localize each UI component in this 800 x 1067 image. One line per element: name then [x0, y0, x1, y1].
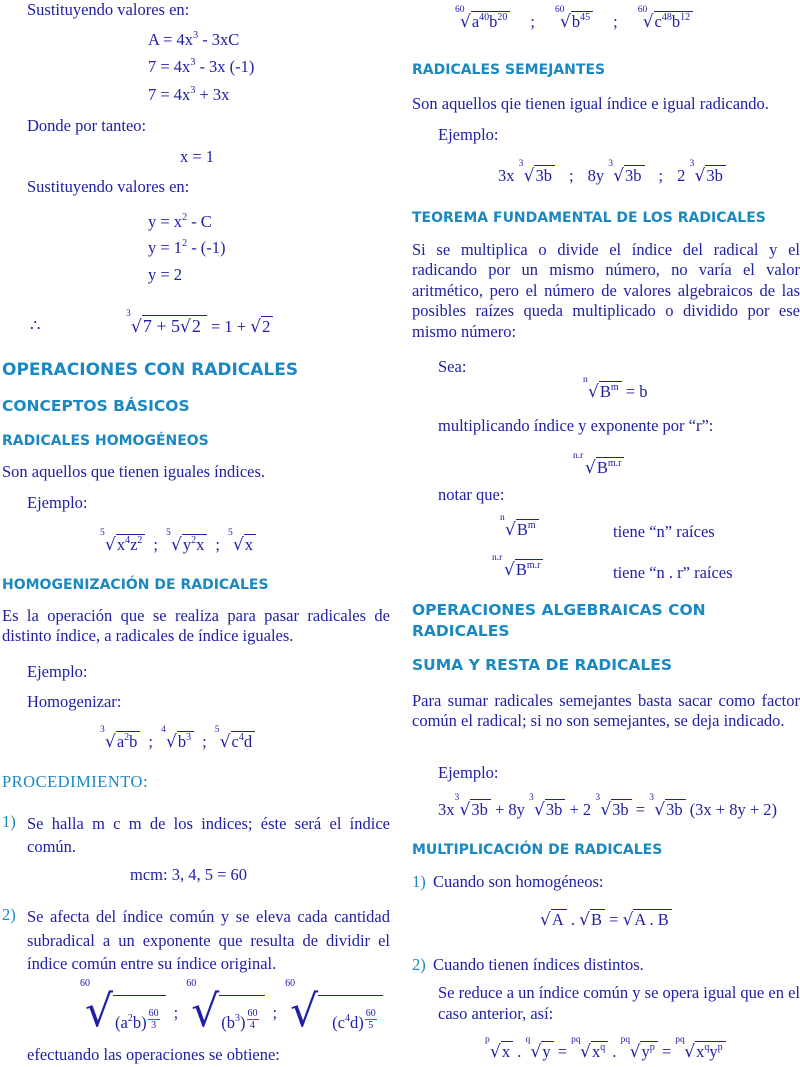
math-fragment: $B^{m.r}$: [596, 457, 625, 477]
math-fragment: [689, 159, 726, 186]
radical-icon: √: [191, 986, 220, 1037]
math-fragment: 60: [365, 1008, 376, 1019]
radical-icon: √: [684, 1042, 696, 1062]
radical-icon: √: [654, 800, 666, 820]
radical-index: 4: [161, 725, 166, 735]
text-donde: Donde por tanteo:: [27, 116, 147, 135]
radical-icon: √: [505, 520, 516, 540]
math-fragment: $x^qy^p$: [695, 1041, 726, 1061]
math-fragment: 60: [247, 1008, 258, 1019]
radical-icon: √: [613, 166, 625, 186]
equation: $y = 1^2 - (-1)$: [148, 238, 226, 257]
step-number: 1): [412, 872, 426, 891]
math-fragment: 3x: [438, 800, 455, 819]
math-fragment: [455, 5, 510, 32]
radical-index: 60: [555, 5, 565, 15]
math-fragment: [649, 793, 685, 820]
math-fragment: ;: [215, 535, 220, 554]
math-fragment: 4: [125, 535, 131, 546]
radical-index: pq: [571, 1035, 581, 1045]
math-fragment: [113, 995, 166, 1033]
math-fragment: q: [600, 1042, 606, 1053]
radical-index: n: [583, 375, 588, 385]
radical-index: 3: [649, 793, 654, 803]
math-fragment: .: [570, 910, 576, 929]
equation: $A = 4x^3 - 3xC$: [148, 30, 240, 49]
radical-index: 60: [80, 978, 90, 989]
math-fragment: 3: [190, 85, 196, 96]
equation: $7 = 4x^3 - 3x$ (-1): [148, 57, 255, 76]
math-fragment: =: [557, 1042, 567, 1061]
paragraph: Es la operación que se realiza para pasar radicales de distinto índice, a radicales de índice iguales.: [2, 606, 390, 646]
math-fragment: [247, 1008, 259, 1031]
math-fragment: ;: [613, 12, 618, 31]
math-fragment: 3b: [624, 165, 645, 185]
paragraph: Son aquellos qie tienen igual índice e igual radicando.: [412, 94, 769, 113]
equation: $y = x^2 - C$: [148, 212, 212, 231]
radical-icon: √: [219, 732, 231, 752]
math-fragment: A . B: [633, 909, 671, 929]
heading-teorema: TEOREMA FUNDAMENTAL DE LOS RADICALES: [412, 210, 766, 226]
math-fragment: [637, 5, 693, 32]
math-fragment: 20: [497, 12, 508, 23]
math-fragment: [518, 159, 555, 186]
heading-procedimiento: PROCEDIMIENTO:: [2, 772, 149, 791]
math-fragment: m: [610, 382, 619, 393]
paragraph: Se reduce a un índice común y se opera igual que en el caso anterior, así:: [438, 983, 800, 1023]
radical-index: 60: [637, 5, 648, 15]
radicals-example: [100, 528, 256, 555]
text-ejemplo: Ejemplo:: [27, 493, 88, 512]
radical-index: p: [485, 1035, 490, 1045]
math-fragment: $b^3$: [177, 731, 194, 751]
radical-index: pq: [675, 1035, 685, 1045]
math-fragment: ;: [148, 732, 154, 751]
step-number: 1): [2, 812, 16, 831]
math-fragment: 40: [479, 12, 490, 23]
notar-radical: [500, 513, 539, 540]
text-efectuando: efectuando las operaciones se obtiene:: [27, 1045, 280, 1064]
radical-index: 60: [186, 978, 197, 989]
radical-icon: √: [530, 1042, 542, 1062]
math-fragment: = b: [625, 382, 648, 401]
paragraph: Son aquellos que tienen iguales índices.: [2, 462, 266, 481]
radical-icon: √: [232, 535, 244, 555]
radical-icon: √: [290, 986, 319, 1037]
math-fragment: 8y: [587, 166, 605, 185]
text-sea: Sea:: [438, 357, 467, 376]
math-fragment: 3b: [534, 165, 555, 185]
radicals-result: [455, 5, 693, 32]
radical-index: q: [525, 1035, 531, 1045]
radical-icon: √: [534, 800, 545, 820]
result-equation: [126, 309, 273, 337]
step-number: 2): [412, 955, 426, 974]
math-fragment: 45: [580, 12, 591, 23]
math-fragment: [100, 528, 145, 555]
math-fragment: =: [635, 800, 646, 819]
radical-icon: √: [166, 732, 177, 752]
math-fragment: [80, 978, 166, 1037]
radical-icon: √: [180, 317, 191, 337]
radical-icon: √: [131, 317, 142, 337]
math-fragment: (3x + 8y + 2): [689, 800, 778, 819]
heading-suma: SUMA Y RESTA DE RADICALES: [412, 656, 673, 674]
radical-index: 5: [214, 725, 220, 735]
math-fragment: =: [661, 1042, 672, 1061]
math-fragment: m.r: [526, 560, 541, 571]
math-fragment: 3b: [545, 799, 566, 819]
math-fragment: ;: [658, 166, 664, 185]
radical-icon: √: [588, 382, 599, 402]
math-fragment: B: [590, 909, 605, 929]
math-fragment: [148, 1008, 160, 1031]
radical-icon: √: [642, 12, 654, 32]
radical-icon: √: [600, 800, 612, 820]
math-fragment: p: [649, 1042, 655, 1053]
math-fragment: $a^2b$: [116, 731, 141, 751]
math-fragment: 3b: [611, 799, 632, 819]
math-fragment: [285, 978, 383, 1037]
paragraph: Se afecta del índice común y se eleva cada cantidad subradical a un exponente que resulta de dividir el índice común entre su índice original.: [27, 907, 390, 973]
math-fragment: $B^m$: [516, 519, 539, 539]
radical-icon: √: [579, 910, 590, 930]
math-fragment: m.r: [607, 458, 622, 469]
math-fragment: [525, 1035, 553, 1062]
math-fragment: 3b: [665, 799, 686, 819]
math-fragment: [365, 1008, 377, 1031]
notar-text: tiene “n” raíces: [613, 522, 715, 541]
radical-index: 3: [595, 793, 601, 803]
math-fragment: A: [551, 909, 567, 929]
math-fragment: 2: [127, 1013, 133, 1024]
math-fragment: 2: [191, 535, 197, 546]
radical-index: 3: [518, 159, 524, 169]
math-fragment: [214, 725, 255, 752]
paragraph: Se halla m c m de los indices; éste será el índice común.: [27, 814, 390, 856]
radical-index: 60: [455, 5, 465, 15]
text-sustituyendo: Sustituyendo valores en:: [27, 0, 190, 19]
math-fragment: [454, 793, 491, 820]
math-fragment: 4: [250, 1020, 256, 1031]
math-fragment: q: [704, 1042, 710, 1053]
mult-equation: [540, 910, 672, 930]
math-fragment: $c^4d$: [231, 731, 256, 751]
math-fragment: [126, 309, 207, 337]
heading-homogenizacion: HOMOGENIZACIÓN DE RADICALES: [2, 577, 269, 593]
math-fragment: [492, 553, 543, 580]
step-number: 2): [2, 905, 16, 924]
math-fragment: $a^{40}b^{20}$: [471, 11, 511, 31]
radical-icon: √: [85, 986, 114, 1037]
math-fragment: [219, 995, 264, 1033]
math-fragment: 2: [137, 535, 143, 546]
math-fragment: ;: [568, 166, 574, 185]
math-fragment: =: [609, 910, 619, 929]
paragraph: Si se multiplica o divide el índice del radical y el radicando por un mismo número, no varía el valor aritmético, pero el número de valores algebraicos de las posibles raízes queda multiplicado o dividido por ese mismo número:: [412, 240, 800, 341]
math-fragment: $b^{45}$: [571, 11, 593, 31]
math-fragment: 3: [235, 1013, 241, 1024]
text-ejemplo: Ejemplo:: [438, 125, 499, 144]
math-fragment: 60: [148, 1008, 159, 1019]
text-homogenizar: Homogenizar:: [27, 692, 122, 711]
big-radicals: [80, 978, 383, 1037]
paragraph: Para sumar radicales semejantes basta sacar como factor común el radical; si no son semejantes, se deja indicado.: [412, 691, 800, 731]
math-fragment: [186, 978, 264, 1037]
math-fragment: ;: [153, 535, 159, 554]
math-fragment: [608, 159, 644, 186]
radicals-example: [498, 159, 726, 186]
math-fragment: 3: [193, 30, 199, 41]
math-fragment: 3b: [470, 799, 491, 819]
math-fragment: ;: [173, 1003, 179, 1022]
radical-icon: √: [523, 166, 535, 186]
math-fragment: 7 + 5: [142, 316, 180, 336]
math-fragment: [529, 793, 565, 820]
radical-icon: √: [171, 535, 182, 555]
math-fragment: [227, 528, 256, 555]
equation: y = 2: [148, 265, 183, 284]
radicals-example: [100, 725, 255, 752]
heading-operaciones: OPERACIONES CON RADICALES: [2, 360, 299, 380]
equation: [573, 451, 624, 478]
math-fragment: ;: [272, 1003, 278, 1022]
heading-semejantes: RADICALES SEMEJANTES: [412, 62, 606, 78]
radical-icon: √: [580, 1042, 591, 1062]
text-sustituyendo: Sustituyendo valores en:: [27, 177, 190, 196]
radical-icon: √: [490, 1042, 501, 1062]
radical-icon: √: [540, 910, 551, 930]
radical-index: 3: [454, 793, 460, 803]
math-fragment: + 8y: [494, 800, 525, 819]
math-fragment: $y^2x$: [182, 534, 208, 554]
math-fragment: [142, 315, 207, 336]
suma-equation: [438, 793, 778, 820]
math-fragment: 2: [677, 166, 686, 185]
radical-icon: √: [105, 732, 116, 752]
math-fragment: .: [517, 1042, 522, 1061]
math-fragment: 48: [661, 12, 672, 23]
math-fragment: ;: [530, 12, 536, 31]
math-fragment: [161, 725, 194, 752]
math-fragment: 3x: [498, 166, 515, 185]
radical-icon: √: [250, 317, 262, 337]
radical-index: 60: [285, 978, 296, 989]
radical-icon: √: [585, 458, 596, 478]
radical-index: n.r: [573, 451, 584, 461]
math-fragment: [555, 5, 593, 32]
math-fragment: 3: [151, 1020, 157, 1031]
math-fragment: $c^{48}b^{12}$: [654, 11, 694, 31]
math-fragment: 3: [186, 732, 192, 743]
math-fragment: y: [541, 1041, 553, 1061]
math-fragment: [100, 725, 140, 752]
math-fragment: x: [244, 534, 256, 554]
math-fragment: $(b^3)$: [221, 1013, 246, 1032]
math-fragment: 2: [124, 732, 130, 743]
text-ejemplo: Ejemplo:: [438, 763, 499, 782]
radical-icon: √: [560, 12, 571, 32]
heading-conceptos: CONCEPTOS BÁSICOS: [2, 397, 190, 415]
radical-icon: √: [629, 1042, 641, 1062]
math-fragment: = 1 +: [210, 317, 247, 336]
math-fragment: .: [612, 1042, 617, 1061]
radical-index: 3: [126, 309, 131, 319]
radical-icon: √: [694, 166, 706, 186]
math-fragment: $(a^2b)$: [115, 1013, 147, 1032]
text-multiplicando: multiplicando índice y exponente por “r”:: [438, 416, 714, 435]
math-fragment: 3: [190, 57, 196, 68]
radical-index: 5: [227, 528, 233, 538]
math-fragment: 2: [182, 238, 188, 249]
radical-index: 5: [100, 528, 105, 538]
radical-index: 3: [689, 159, 695, 169]
mult-indices-equation: [485, 1035, 726, 1062]
math-fragment: 5: [368, 1020, 374, 1031]
math-fragment: [485, 1035, 513, 1062]
radical-index: n.r: [492, 553, 503, 563]
equation: [583, 375, 648, 402]
math-fragment: m: [527, 520, 536, 531]
equation-mcm: mcm: 3, 4, 5 = 60: [130, 865, 248, 884]
math-fragment: [318, 995, 383, 1033]
radical-index: n: [500, 513, 505, 523]
math-fragment: [583, 375, 622, 402]
heading-algebraicas: OPERACIONES ALGEBRAICAS CON RADICALES: [412, 601, 706, 640]
radical-icon: √: [105, 535, 116, 555]
math-fragment: $x^4z^2$: [116, 534, 146, 554]
notar-text: tiene “n . r” raíces: [613, 563, 733, 582]
math-fragment: [675, 1035, 725, 1062]
math-fragment: $B^m$: [599, 381, 622, 401]
math-fragment: 2: [182, 212, 188, 223]
math-fragment: + 2: [569, 800, 592, 819]
math-fragment: $(c^4d)$: [332, 1013, 364, 1032]
radical-index: 3: [608, 159, 613, 169]
math-fragment: [571, 1035, 608, 1062]
math-fragment: [595, 793, 631, 820]
math-fragment: 12: [680, 12, 691, 23]
radical-index: 3: [529, 793, 534, 803]
heading-multiplicacion: MULTIPLICACIÓN DE RADICALES: [412, 842, 663, 858]
radical-index: pq: [620, 1035, 631, 1045]
math-fragment: 2: [191, 315, 204, 336]
text-ejemplo: Ejemplo:: [27, 662, 88, 681]
text-notar: notar que:: [438, 485, 505, 504]
math-fragment: p: [717, 1042, 723, 1053]
text-distintos: Cuando tienen índices distintos.: [433, 955, 644, 974]
math-fragment: ;: [202, 732, 207, 751]
radical-icon: √: [460, 12, 471, 32]
math-fragment: [620, 1035, 658, 1062]
math-fragment: 4: [344, 1013, 350, 1024]
math-fragment: 4: [238, 732, 244, 743]
radical-icon: √: [504, 560, 515, 580]
radical-icon: √: [459, 800, 471, 820]
radical-icon: √: [622, 910, 634, 930]
math-fragment: 3b: [705, 165, 726, 185]
math-fragment: $B^{m.r}$: [515, 559, 544, 579]
radical-index: 3: [100, 725, 105, 735]
heading-homogeneos: RADICALES HOMOGÉNEOS: [2, 433, 209, 449]
math-fragment: [500, 513, 539, 540]
math-fragment: $y^p$: [640, 1041, 657, 1061]
math-fragment: 2: [261, 316, 273, 336]
math-fragment: [166, 528, 207, 555]
math-fragment: x: [501, 1041, 513, 1061]
therefore-symbol: ∴: [30, 316, 41, 335]
math-fragment: [573, 451, 624, 478]
math-fragment: $x^q$: [591, 1041, 608, 1061]
radical-index: 5: [166, 528, 171, 538]
equation: $7 = 4x^3 + 3x$: [148, 85, 230, 104]
text-homogeneos: Cuando son homogéneos:: [433, 872, 604, 891]
equation: x = 1: [180, 147, 215, 166]
notar-radical: [492, 553, 543, 580]
